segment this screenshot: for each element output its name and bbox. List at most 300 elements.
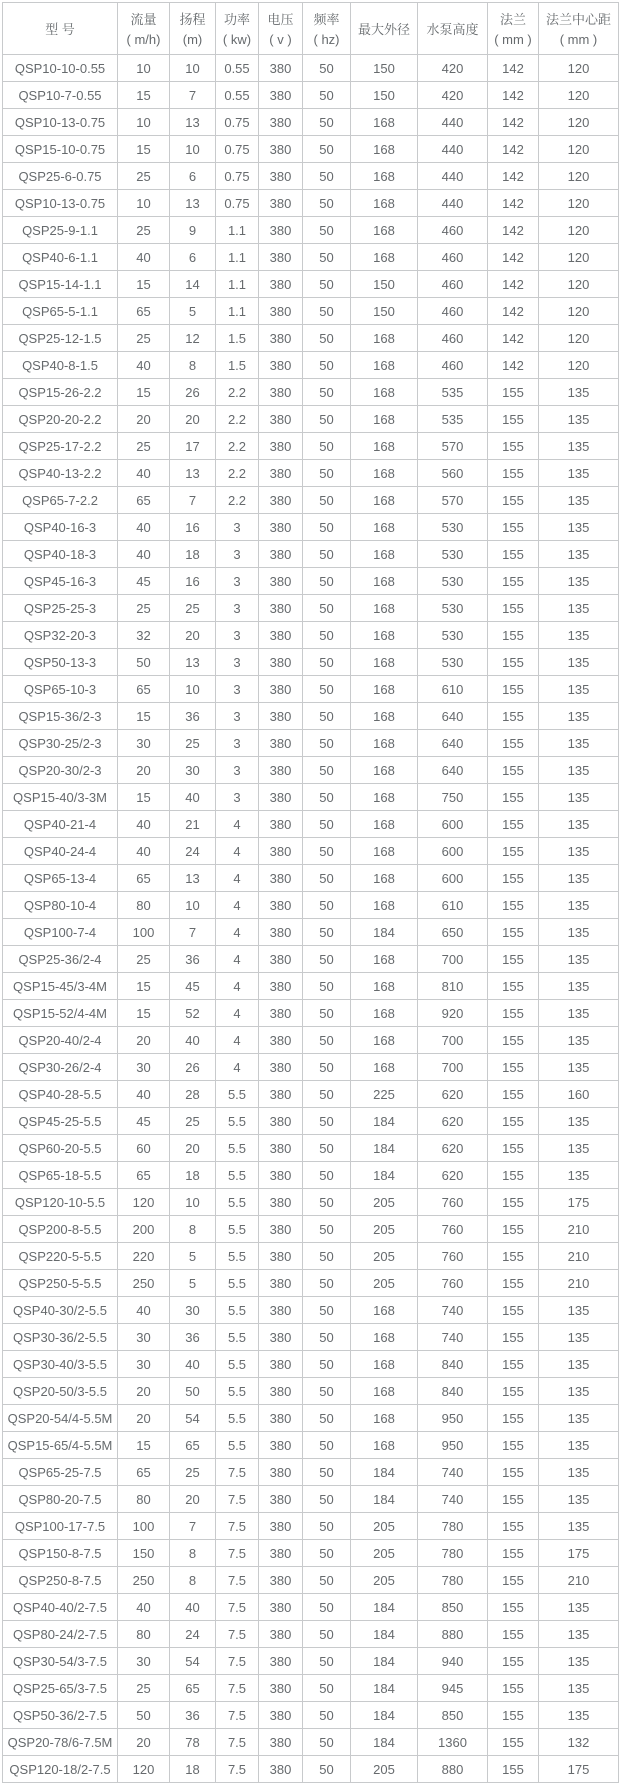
- table-cell: 40: [170, 1351, 216, 1378]
- table-cell: 880: [418, 1621, 488, 1648]
- table-row: [3, 1459, 619, 1486]
- table-cell: 30: [118, 1054, 170, 1081]
- column-header: [3, 3, 118, 55]
- table-cell: 135: [539, 946, 619, 973]
- model-cell: QSP65-10-3: [3, 676, 118, 703]
- model-cell: QSP20-78/6-7.5M: [3, 1729, 118, 1756]
- table-cell: 20: [170, 1135, 216, 1162]
- table-cell: 30: [170, 757, 216, 784]
- table-cell: 7.5: [216, 1729, 259, 1756]
- table-cell: 380: [259, 379, 303, 406]
- table-cell: 18: [170, 1162, 216, 1189]
- table-cell: 15: [118, 271, 170, 298]
- table-cell: 142: [488, 163, 539, 190]
- table-cell: 80: [118, 1486, 170, 1513]
- table-cell: 50: [303, 1675, 351, 1702]
- table-cell: 50: [303, 676, 351, 703]
- table-cell: 184: [351, 1729, 418, 1756]
- table-cell: 25: [118, 163, 170, 190]
- table-cell: 40: [118, 1081, 170, 1108]
- table-cell: 4: [216, 919, 259, 946]
- table-cell: 50: [303, 865, 351, 892]
- table-cell: 380: [259, 1702, 303, 1729]
- table-cell: 380: [259, 1459, 303, 1486]
- table-cell: 155: [488, 649, 539, 676]
- table-cell: 135: [539, 1378, 619, 1405]
- table-cell: 210: [539, 1567, 619, 1594]
- model-cell: QSP40-13-2.2: [3, 460, 118, 487]
- table-cell: 135: [539, 406, 619, 433]
- table-row: [3, 1189, 619, 1216]
- table-cell: 1.1: [216, 271, 259, 298]
- model-cell: QSP25-9-1.1: [3, 217, 118, 244]
- table-cell: 380: [259, 811, 303, 838]
- table-cell: 920: [418, 1000, 488, 1027]
- model-cell: QSP20-54/4-5.5M: [3, 1405, 118, 1432]
- table-cell: 168: [351, 1351, 418, 1378]
- table-cell: 205: [351, 1756, 418, 1783]
- table-cell: 135: [539, 757, 619, 784]
- table-cell: 7.5: [216, 1675, 259, 1702]
- table-cell: 26: [170, 1054, 216, 1081]
- table-cell: 168: [351, 892, 418, 919]
- table-cell: 200: [118, 1216, 170, 1243]
- table-cell: 810: [418, 973, 488, 1000]
- table-cell: 20: [118, 1405, 170, 1432]
- table-cell: 135: [539, 1594, 619, 1621]
- model-cell: QSP30-25/2-3: [3, 730, 118, 757]
- table-cell: 50: [303, 1297, 351, 1324]
- table-cell: 40: [170, 1027, 216, 1054]
- table-cell: 135: [539, 1675, 619, 1702]
- table-cell: 150: [118, 1540, 170, 1567]
- table-cell: 440: [418, 136, 488, 163]
- model-cell: QSP100-17-7.5: [3, 1513, 118, 1540]
- table-cell: 135: [539, 919, 619, 946]
- table-cell: 25: [170, 730, 216, 757]
- table-cell: 13: [170, 190, 216, 217]
- column-header-unit: ( v ): [269, 31, 292, 47]
- table-cell: 155: [488, 1513, 539, 1540]
- table-cell: 40: [118, 1297, 170, 1324]
- table-cell: 54: [170, 1405, 216, 1432]
- table-cell: 184: [351, 1135, 418, 1162]
- table-cell: 30: [118, 1324, 170, 1351]
- table-cell: 15: [118, 379, 170, 406]
- table-cell: 380: [259, 946, 303, 973]
- table-cell: 50: [303, 946, 351, 973]
- table-cell: 120: [118, 1756, 170, 1783]
- table-cell: 600: [418, 811, 488, 838]
- table-cell: 760: [418, 1243, 488, 1270]
- table-cell: 380: [259, 568, 303, 595]
- table-cell: 155: [488, 379, 539, 406]
- table-cell: 40: [118, 838, 170, 865]
- table-cell: 5.5: [216, 1135, 259, 1162]
- table-cell: 4: [216, 1054, 259, 1081]
- table-row: [3, 82, 619, 109]
- model-cell: QSP40-21-4: [3, 811, 118, 838]
- table-cell: 50: [303, 649, 351, 676]
- model-cell: QSP80-10-4: [3, 892, 118, 919]
- table-cell: 50: [303, 595, 351, 622]
- table-cell: 250: [118, 1270, 170, 1297]
- table-cell: 380: [259, 55, 303, 82]
- table-cell: 50: [303, 622, 351, 649]
- table-cell: 7.5: [216, 1702, 259, 1729]
- model-cell: QSP40-6-1.1: [3, 244, 118, 271]
- table-cell: 135: [539, 1108, 619, 1135]
- table-row: [3, 973, 619, 1000]
- table-cell: 780: [418, 1567, 488, 1594]
- table-row: [3, 325, 619, 352]
- table-cell: 50: [303, 1351, 351, 1378]
- table-cell: 168: [351, 1405, 418, 1432]
- table-row: [3, 1486, 619, 1513]
- table-cell: 7: [170, 1513, 216, 1540]
- table-cell: 205: [351, 1540, 418, 1567]
- table-cell: 380: [259, 919, 303, 946]
- table-cell: 50: [303, 892, 351, 919]
- table-cell: 155: [488, 406, 539, 433]
- table-cell: 380: [259, 109, 303, 136]
- table-cell: 15: [118, 784, 170, 811]
- table-cell: 100: [118, 919, 170, 946]
- model-cell: QSP220-5-5.5: [3, 1243, 118, 1270]
- table-cell: 135: [539, 730, 619, 757]
- table-cell: 120: [539, 298, 619, 325]
- model-cell: QSP15-10-0.75: [3, 136, 118, 163]
- model-cell: QSP40-24-4: [3, 838, 118, 865]
- table-cell: 205: [351, 1189, 418, 1216]
- table-cell: 168: [351, 379, 418, 406]
- table-cell: 4: [216, 811, 259, 838]
- table-row: [3, 811, 619, 838]
- table-cell: 50: [303, 1162, 351, 1189]
- table-cell: 40: [118, 352, 170, 379]
- table-cell: 380: [259, 1081, 303, 1108]
- table-cell: 380: [259, 541, 303, 568]
- table-cell: 2.2: [216, 406, 259, 433]
- table-cell: 155: [488, 433, 539, 460]
- table-cell: 50: [303, 325, 351, 352]
- table-row: [3, 244, 619, 271]
- model-cell: QSP10-10-0.55: [3, 55, 118, 82]
- table-cell: 135: [539, 595, 619, 622]
- table-cell: 150: [351, 82, 418, 109]
- table-row: [3, 1216, 619, 1243]
- table-cell: 9: [170, 217, 216, 244]
- table-cell: 184: [351, 1108, 418, 1135]
- table-cell: 610: [418, 676, 488, 703]
- table-cell: 50: [303, 271, 351, 298]
- table-cell: 120: [539, 352, 619, 379]
- table-cell: 135: [539, 460, 619, 487]
- table-cell: 155: [488, 838, 539, 865]
- table-cell: 168: [351, 163, 418, 190]
- table-cell: 120: [118, 1189, 170, 1216]
- table-cell: 135: [539, 1162, 619, 1189]
- table-cell: 4: [216, 973, 259, 1000]
- table-cell: 780: [418, 1513, 488, 1540]
- table-cell: 380: [259, 1567, 303, 1594]
- table-cell: 155: [488, 919, 539, 946]
- table-cell: 54: [170, 1648, 216, 1675]
- table-cell: 168: [351, 1324, 418, 1351]
- table-cell: 155: [488, 1675, 539, 1702]
- table-cell: 6: [170, 163, 216, 190]
- table-cell: 10: [170, 55, 216, 82]
- table-cell: 8: [170, 1216, 216, 1243]
- table-cell: 950: [418, 1405, 488, 1432]
- table-cell: 5.5: [216, 1432, 259, 1459]
- table-cell: 168: [351, 1378, 418, 1405]
- table-cell: 535: [418, 379, 488, 406]
- table-cell: 50: [303, 1729, 351, 1756]
- table-row: [3, 1297, 619, 1324]
- table-cell: 168: [351, 649, 418, 676]
- table-cell: 4: [216, 1000, 259, 1027]
- table-cell: 184: [351, 1486, 418, 1513]
- table-cell: 560: [418, 460, 488, 487]
- table-cell: 700: [418, 946, 488, 973]
- table-cell: 380: [259, 163, 303, 190]
- table-cell: 6: [170, 244, 216, 271]
- table-cell: 380: [259, 784, 303, 811]
- table-cell: 380: [259, 1378, 303, 1405]
- table-cell: 380: [259, 433, 303, 460]
- column-header-label: 水泵高度: [426, 21, 479, 37]
- table-cell: 135: [539, 1486, 619, 1513]
- table-cell: 0.75: [216, 163, 259, 190]
- table-cell: 5: [170, 1243, 216, 1270]
- table-cell: 7: [170, 919, 216, 946]
- table-cell: 142: [488, 55, 539, 82]
- model-cell: QSP65-7-2.2: [3, 487, 118, 514]
- table-cell: 10: [118, 190, 170, 217]
- table-cell: 168: [351, 1432, 418, 1459]
- table-cell: 155: [488, 568, 539, 595]
- table-cell: 50: [303, 352, 351, 379]
- table-cell: 5.5: [216, 1162, 259, 1189]
- table-cell: 0.55: [216, 82, 259, 109]
- table-cell: 460: [418, 298, 488, 325]
- table-cell: 26: [170, 379, 216, 406]
- table-cell: 120: [539, 271, 619, 298]
- table-cell: 7.5: [216, 1648, 259, 1675]
- table-cell: 3: [216, 595, 259, 622]
- table-cell: 168: [351, 109, 418, 136]
- table-cell: 135: [539, 487, 619, 514]
- table-cell: 640: [418, 703, 488, 730]
- table-cell: 5: [170, 298, 216, 325]
- table-cell: 150: [351, 298, 418, 325]
- table-cell: 760: [418, 1189, 488, 1216]
- table-cell: 135: [539, 568, 619, 595]
- table-cell: 2.2: [216, 460, 259, 487]
- table-cell: 205: [351, 1567, 418, 1594]
- table-cell: 535: [418, 406, 488, 433]
- model-cell: QSP40-16-3: [3, 514, 118, 541]
- table-cell: 5.5: [216, 1405, 259, 1432]
- table-cell: 155: [488, 487, 539, 514]
- table-cell: 28: [170, 1081, 216, 1108]
- table-cell: 1.1: [216, 298, 259, 325]
- table-body: [3, 55, 619, 1783]
- table-cell: 142: [488, 217, 539, 244]
- table-cell: 440: [418, 109, 488, 136]
- table-cell: 610: [418, 892, 488, 919]
- table-cell: 380: [259, 190, 303, 217]
- table-cell: 380: [259, 676, 303, 703]
- table-cell: 184: [351, 919, 418, 946]
- table-cell: 155: [488, 1324, 539, 1351]
- table-cell: 5: [170, 1270, 216, 1297]
- table-cell: 135: [539, 703, 619, 730]
- column-header-unit: ( hz): [313, 31, 340, 47]
- table-cell: 15: [118, 973, 170, 1000]
- table-cell: 20: [170, 622, 216, 649]
- table-cell: 3: [216, 784, 259, 811]
- table-cell: 135: [539, 433, 619, 460]
- table-cell: 2.2: [216, 433, 259, 460]
- table-cell: 50: [303, 757, 351, 784]
- column-header-label: 扬程: [179, 11, 206, 27]
- table-cell: 135: [539, 1648, 619, 1675]
- table-cell: 380: [259, 1243, 303, 1270]
- table-cell: 530: [418, 568, 488, 595]
- table-cell: 0.75: [216, 190, 259, 217]
- table-cell: 135: [539, 865, 619, 892]
- model-cell: QSP20-50/3-5.5: [3, 1378, 118, 1405]
- table-row: [3, 838, 619, 865]
- table-cell: 168: [351, 946, 418, 973]
- table-cell: 168: [351, 1297, 418, 1324]
- table-cell: 7.5: [216, 1621, 259, 1648]
- table-cell: 155: [488, 1432, 539, 1459]
- table-cell: 155: [488, 1756, 539, 1783]
- table-cell: 380: [259, 865, 303, 892]
- table-cell: 50: [303, 703, 351, 730]
- table-cell: 50: [303, 1108, 351, 1135]
- table-cell: 50: [303, 136, 351, 163]
- table-cell: 142: [488, 271, 539, 298]
- table-cell: 12: [170, 325, 216, 352]
- table-cell: 3: [216, 514, 259, 541]
- column-header-label: 功率: [223, 11, 250, 27]
- table-cell: 380: [259, 82, 303, 109]
- model-cell: QSP30-26/2-4: [3, 1054, 118, 1081]
- table-cell: 135: [539, 784, 619, 811]
- table-row: [3, 757, 619, 784]
- column-header-unit: ( mm ): [494, 31, 532, 47]
- table-cell: 40: [118, 514, 170, 541]
- table-cell: 10: [170, 676, 216, 703]
- table-cell: 135: [539, 1702, 619, 1729]
- table-cell: 168: [351, 622, 418, 649]
- table-cell: 7.5: [216, 1459, 259, 1486]
- table-cell: 740: [418, 1459, 488, 1486]
- table-cell: 100: [118, 1513, 170, 1540]
- table-cell: 5.5: [216, 1189, 259, 1216]
- table-cell: 168: [351, 1027, 418, 1054]
- table-cell: 18: [170, 541, 216, 568]
- model-cell: QSP32-20-3: [3, 622, 118, 649]
- table-cell: 380: [259, 1513, 303, 1540]
- table-row: [3, 298, 619, 325]
- table-cell: 760: [418, 1216, 488, 1243]
- table-cell: 120: [539, 163, 619, 190]
- model-cell: QSP100-7-4: [3, 919, 118, 946]
- table-cell: 13: [170, 109, 216, 136]
- table-cell: 50: [303, 1189, 351, 1216]
- table-row: [3, 1729, 619, 1756]
- table-cell: 380: [259, 1216, 303, 1243]
- table-cell: 840: [418, 1378, 488, 1405]
- table-row: [3, 595, 619, 622]
- table-row: [3, 730, 619, 757]
- table-cell: 25: [118, 217, 170, 244]
- table-cell: 30: [118, 1351, 170, 1378]
- table-cell: 155: [488, 1270, 539, 1297]
- table-cell: 10: [118, 55, 170, 82]
- model-cell: QSP50-13-3: [3, 649, 118, 676]
- table-row: [3, 1621, 619, 1648]
- table-cell: 16: [170, 514, 216, 541]
- table-cell: 380: [259, 892, 303, 919]
- table-cell: 380: [259, 271, 303, 298]
- table-row: [3, 271, 619, 298]
- table-cell: 155: [488, 1189, 539, 1216]
- table-cell: 168: [351, 568, 418, 595]
- table-cell: 36: [170, 946, 216, 973]
- model-cell: QSP25-36/2-4: [3, 946, 118, 973]
- model-cell: QSP40-40/2-7.5: [3, 1594, 118, 1621]
- model-cell: QSP120-10-5.5: [3, 1189, 118, 1216]
- table-cell: 155: [488, 541, 539, 568]
- table-cell: 50: [303, 163, 351, 190]
- table-row: [3, 946, 619, 973]
- table-cell: 65: [118, 1459, 170, 1486]
- table-row: [3, 919, 619, 946]
- table-cell: 50: [303, 1270, 351, 1297]
- table-row: [3, 1270, 619, 1297]
- table-cell: 3: [216, 703, 259, 730]
- table-cell: 135: [539, 1135, 619, 1162]
- table-cell: 380: [259, 1270, 303, 1297]
- model-cell: QSP15-40/3-3M: [3, 784, 118, 811]
- table-cell: 60: [118, 1135, 170, 1162]
- model-cell: QSP15-26-2.2: [3, 379, 118, 406]
- table-cell: 155: [488, 865, 539, 892]
- table-row: [3, 379, 619, 406]
- table-cell: 4: [216, 1027, 259, 1054]
- table-row: [3, 1756, 619, 1783]
- table-cell: 120: [539, 55, 619, 82]
- table-row: [3, 1648, 619, 1675]
- table-cell: 155: [488, 1540, 539, 1567]
- table-cell: 380: [259, 298, 303, 325]
- table-cell: 10: [118, 109, 170, 136]
- table-cell: 135: [539, 1405, 619, 1432]
- table-cell: 50: [303, 1594, 351, 1621]
- table-cell: 780: [418, 1540, 488, 1567]
- model-cell: QSP15-36/2-3: [3, 703, 118, 730]
- table-cell: 50: [303, 541, 351, 568]
- model-cell: QSP65-25-7.5: [3, 1459, 118, 1486]
- table-cell: 840: [418, 1351, 488, 1378]
- table-cell: 135: [539, 1297, 619, 1324]
